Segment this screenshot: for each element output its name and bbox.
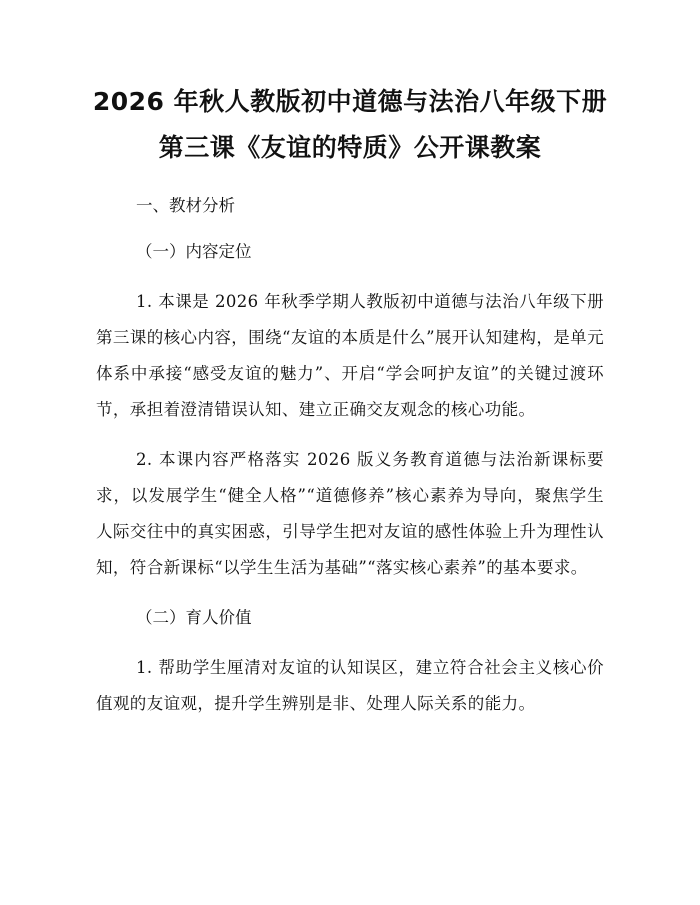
document-title-line-1: 2026 年秋人教版初中道德与法治八年级下册 [92, 87, 608, 116]
document-body [96, 188, 604, 736]
subsection-heading-content-positioning: （一）内容定位 [136, 242, 252, 261]
paragraph: 1. 本课是 2026 年秋季学期人教版初中道德与法治八年级下册第三课的核心内容，围绕“友谊的本质是什么”展开认知建构，是单元体系中承接“感受友谊的魅力”、开启“学会呵护友谊”的关键过渡环节，承担着澄清错误认知、建立正确交友观念的核心功能。 [96, 292, 604, 419]
section-heading-textbook-analysis: 一、教材分析 [136, 196, 235, 215]
paragraph: 1. 帮助学生厘清对友谊的认知误区，建立符合社会主义核心价值观的友谊观，提升学生辨别是非、处理人际关系的能力。 [96, 658, 604, 713]
paragraph: 2. 本课内容严格落实 2026 版义务教育道德与法治新课标要求，以发展学生“健全人格”“道德修养”核心素养为导向，聚焦学生人际交往中的真实困惑，引导学生把对友谊的感性体验上升为理性认知，符合新课标“以学生生活为基础”“落实核心素养”的基本要求。 [96, 450, 604, 577]
subsection-heading-educational-value: （二）育人价值 [136, 608, 252, 627]
document-title-line-2: 第三课《友谊的特质》公开课教案 [158, 133, 542, 162]
